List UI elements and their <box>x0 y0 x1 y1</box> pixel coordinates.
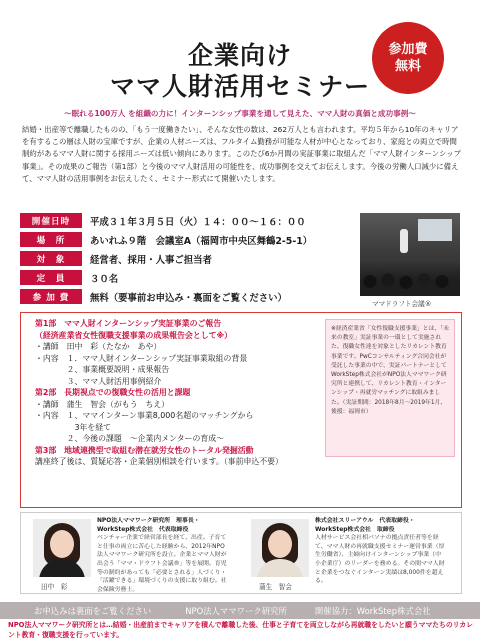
seminar-photo <box>360 213 460 296</box>
program-line: 3年を経て <box>35 422 112 432</box>
speaker-name: 蒲生 智会 <box>259 583 292 591</box>
speaker-bio: ベンチャー企業で経営部長を経て、出産。子育てと仕事の両立に苦心した経験から、2012年NPO法人ママワーク研究所を設立。企業とママ人財が出会う「ママ・ドラフト会議®」等を展開。育児等の制約があっても「必要とされる」人づくり・「活躍できる」環境づくりの支援に取り組む。社会保険労務士。 <box>97 535 227 593</box>
page-title <box>0 40 480 102</box>
speaker-title: NPO法人ママワーク研究所 理事長・WorkStep株式会社 代表取締役 <box>97 518 200 533</box>
speaker-figure <box>400 229 408 253</box>
info-row-capacity <box>20 269 354 286</box>
info-row-audience <box>20 250 354 267</box>
info-value: 平成３１年３月５日（火）１４：００～１６：００ <box>90 216 306 228</box>
avatar-face <box>50 530 74 558</box>
program-heading: 第2部 長期視点での復職女性の活用と課題 <box>35 388 191 397</box>
info-label: 定 員 <box>20 270 82 285</box>
info-row-fee <box>20 288 354 305</box>
badge-line1: 参加費 <box>388 42 428 57</box>
program-line: ・講師 田中 彩（たなか あや） <box>35 342 162 351</box>
speaker-profile-text <box>97 517 227 594</box>
program-line: ・内容 １．ママ人財インターンシップ実証事業取組の背景 <box>35 353 248 363</box>
speaker-title: 株式会社スリーアウル 代表取締役・WorkStep株式会社 取締役 <box>315 518 415 533</box>
info-row-venue <box>20 231 354 248</box>
audience-silhouettes <box>360 260 460 296</box>
program-line: ・講師 蒲生 智会（がもう ちえ） <box>35 399 170 409</box>
apply-note: お申込みは裏面をご覧ください <box>34 605 152 616</box>
event-info-table <box>20 212 354 307</box>
program-footnote: ※経済産業省「女性復職支援事業」とは、「未来の教室」実証事業の一環として実施された、復職女性達を対象としたリカレント教育事業です。PwCコンサルティング合同会社が受託した事業の中で、実証パートナーとしてWorkStep株式会社がNPO法人ママワーク研究所と連携して、リカレント教育・インターンシップ・再就労マッチングに取組みました。（実証期間：2018年8月～2019年1月、後援：福岡市） <box>325 319 455 457</box>
program-line: ・内容 １、ママインターン事業8,000名超のマッチングから <box>35 411 254 420</box>
info-label: 開催日時 <box>20 213 82 228</box>
program-heading: 第1部 ママ人財インターンシップ実証事業のご報告 <box>35 319 222 328</box>
program-box <box>20 312 462 508</box>
projection-screen <box>418 219 452 241</box>
program-lines <box>35 318 325 468</box>
title-line1: 企業向け <box>187 41 292 70</box>
info-value: ３０名 <box>90 273 119 285</box>
avatar <box>33 519 91 577</box>
avatar-face <box>268 530 292 558</box>
footer-bar <box>0 602 480 619</box>
program-heading: （経済産業省女性復職支援事業の成果報告会として※） <box>35 330 233 340</box>
organizer-name: NPO法人ママワーク研究所 <box>185 605 287 616</box>
speaker-profile-text <box>315 517 445 586</box>
page-subtitle: ～眠れる100万人 を組織の力に！インターンシップ事業を通して見えた、ママ人財の真価と成功事例～ <box>64 109 416 118</box>
cooperation-note: 開催協力：WorkStep株式会社 <box>314 605 431 616</box>
program-line: 講座終了後は、質疑応答・企業個別相談を行います。（事前申込不要） <box>35 457 283 466</box>
info-value: 経営者、採用・人事ご担当者 <box>90 254 212 266</box>
program-line: ２、事業概要説明・成果報告 <box>35 365 170 374</box>
program-line: ２、今後の課題 ～企業内メンターの育成～ <box>35 434 225 443</box>
info-value: 無料（要事前お申込み・裏面をご覧ください） <box>90 292 287 304</box>
info-label: 参 加 費 <box>20 289 82 304</box>
intro-paragraph: 結婚・出産等で離職したものの、「もう一度働きたい」、そんな女性の数は、262万人とも言われます。平均５年から10年のキャリアを有するこの層は人財の宝庫ですが、企業の人材ニーズは、フルタイム勤務が可能な人材が中心となっており、家庭との両立で時間制約があるママ人財に関する採用ニーズは低い傾向にあります。このたび6か月間の実証事業に取組んだ「ママ人財インターンシップ事業」。その成果のご報告（第1部）と今後のママ人財活用の可能性を、成功事例を交えてお伝えします。今後の労働人口減少に備えて、ママ人財の活用事例をお伝えしたく、セミナー形式にて開催いたします。 <box>22 125 462 183</box>
info-value: あいれふ９階 会議室A（福岡市中央区舞鶴2-5-1） <box>90 235 313 247</box>
photo-caption: ママドラフト会議® <box>372 300 432 308</box>
speaker-bio: 人材サービス会社相パソナの拠点責任者等を経て、ママ人財の再就職支援セミナー運営事業（厚生労働省）、主婦向けインターンシップ事業（中小企業庁）のリーダーを務める。その間ママ人財と企業をつなぐインターン実績は8,000件を超える。 <box>315 535 445 585</box>
info-row-datetime <box>20 212 354 229</box>
speaker-profiles <box>20 512 462 594</box>
speaker-name: 田中 彩 <box>41 583 68 591</box>
badge-line2: 無料 <box>394 59 421 74</box>
title-line2: ママ人財活用セミナー <box>109 72 370 101</box>
info-label: 対 象 <box>20 251 82 266</box>
program-heading: 第3部 地域連携型で取組む潜在就労女性のトータル発掘活動 <box>35 445 254 455</box>
program-line: ３、ママ人財活用事例紹介 <box>35 376 162 386</box>
info-label: 場 所 <box>20 232 82 247</box>
avatar <box>251 519 309 577</box>
organization-description: NPO法人ママワーク研究所とは…結婚・出産前までキャリアを積んで離職した後、仕事と子育てを両立しながら再就職をしたいと願うママたちのリカレント教育・復職支援を行っています。 <box>8 621 473 639</box>
